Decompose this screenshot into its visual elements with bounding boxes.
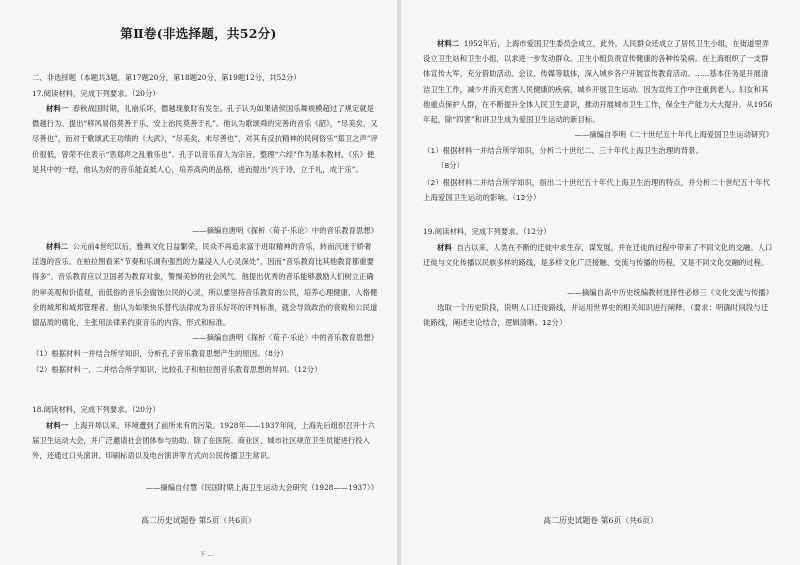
q19-stem: 19.阅读材料，完成下列要求。（12分） [423, 227, 551, 236]
material-label: 材料 [437, 243, 452, 252]
q18-material-2-source: ——摘编自李明《二十世纪五十年代上海爱国卫生运动研究》 [574, 130, 773, 139]
q19-task-text: 选取一个历史阶段，说明人口迁徙路线，并运用世界史的相关知识进行阐释。（要求：明确时间段与迁徙路线，阐述史论结合，逻辑清晰。12分） [423, 303, 769, 328]
q18-sub-1-score: （8分） [437, 161, 465, 171]
q18-sub-1-text: （1）根据材料一并结合所学知识，分析二十世纪二、三十年代上海卫生治理的背景。 [423, 146, 704, 155]
left-page-footer: 高二历史试题卷 第5页（共6页） [141, 516, 256, 525]
material-text: 1952年后，上海市爱国卫生委员会成立，此外，人民群众还成立了居民卫生小组，在街道里弄设立卫生站和卫生小组，以求进一步发动群众。卫生小组负责宣传健康的各种传染病。在上海组织了一支群体宣传大军，充分借助活动、会议、传媒等载体，深入城乡各户开展宣传教育活动。……基本任务是开展清洁卫生工作，减少并消灭危害人民健康的疾病，城乡开展卫生运动。因为宣传工作中注重到老人、妇女和其他重点保护人群，在不断提升全体人民卫生意识，推动开展城市卫生工作，保全生产能力大大提升。从1956年起，除“四害”和讲卫生成为爱国卫生运动的新目标。 [423, 39, 773, 125]
q17-material-2 [32, 239, 378, 330]
q18-material-1-source: ——摘编自付慧《民国时期上海卫生运动大会研究（1928——1937）》 [145, 483, 378, 492]
q17-material-1 [32, 101, 378, 177]
material-text: 春秋战国时期，礼崩乐坏，僭越现象时有发生。孔子认为如果诸侯国乐舞规模超过了规定就是僭越行为。提出“移风易俗莫善于乐、安上治民莫善于礼”。他认为歌颂舜的完善的音乐《韶》，“尽美矣，又尽善也”，而对于歌颂武王功绩的《大武》，“尽美矣，未尽善也”，对其有反抗精神的民间俗乐“郑卫之声”评价很低，曾荣不住表示“恶郑声之乱雅乐也”。孔子以音乐育人为宗旨，整理“六经”作为基本教材，《乐》便是其中的一经，他认为好的音乐能直抵人心，培养高尚的品格，进而提出“兴于诗，立于礼，成于乐”。 [32, 104, 378, 174]
q18-sub-1 [423, 143, 773, 173]
q19-material [423, 240, 773, 270]
material-label: 材料一 [46, 421, 69, 430]
material-label: 材料二 [46, 242, 69, 251]
section-header: 二、非选择题（本题共3题，第17题20分，第18题20分，第19题12分，共52分） [32, 73, 301, 82]
q17-stem: 17.阅读材料，完成下列要求。（20分） [32, 89, 160, 98]
material-label: 材料一 [46, 104, 69, 113]
q18-material-2 [423, 36, 773, 127]
material-label: 材料二 [437, 39, 460, 48]
q17-material-2-source: ——摘编自唐明《探析〈荀子·乐论〉中的音乐教育思想》 [191, 333, 378, 342]
q18-stem: 18.阅读材料，完成下列要求。（20分） [32, 405, 160, 414]
q19-material-source: ——摘编自高中历史统编教材选择性必修三《文化交流与传播》 [567, 288, 773, 297]
material-text: 上海开埠以来，环境遭到了前所未有的污染。1928年——1937年间，上海先后组织召开十六届卫生运动大会，并广泛邀请社会团体参与协助。除了在医院、商业区、城市社区规范卫生员能进行投入外，还通过口头演讲、印刷标语以及电台演讲等方式向公民传播卫生常识。 [32, 421, 375, 461]
page-title: 第Ⅱ卷(非选择题，共52分) [120, 26, 277, 41]
q19-task [423, 300, 773, 330]
q17-sub-2: （2）根据材料一、二并结合所学知识，比较孔子和柏拉图音乐教育思想的异同。（12分） [32, 365, 322, 374]
q17-sub-1: （1）根据材料一并结合所学知识，分析孔子音乐教育思想产生的原因。（8分） [32, 349, 288, 358]
q17-material-1-source: ——摘编自唐明《探析〈荀子·乐论〉中的音乐教育思想》 [191, 226, 378, 235]
material-text: 自古以来，人类在不断的迁徙中求生存，谋发展，并在迁徙的过程中带来了不同文化的交融。人口迁徙与文化传播以民族多样的路线，是多样文化广泛接触、交流与传播的历程，又是不同文化交融的过程。 [423, 243, 773, 268]
q18-sub-2 [423, 175, 773, 205]
q18-sub-2-text: （2）根据材料二并结合所学知识，指出二十世纪五十年代上海卫生治理的特点，并分析二十世纪五十年代上海爱国卫生运动的影响。（12分） [423, 178, 771, 203]
material-text: 公元前4世纪以后，雅典文化日益繁荣，民众不再追求富于进取精神的音乐，转而沉迷于娇奢淫逸的音乐。在柏拉图看来“节奏和乐调有强烈的力量浸入人心灵深处”，因而“音乐教育比其他教育都重要得多”。音乐教育应以卫国者为教育对象，警惕美妙的社会风气。他提出优秀的音乐能够激励人们树立正确的审美观和价值观，而低俗的音乐会腐蚀公民的心灵，所以要坚持音乐教育的公民，培养心理健康、人格健全的城邦和城邦管理者。他认为如果快乐替代法律成为音乐好坏的评判标准，就会导致政治的衰败和公民道德品质的腐化，主张用法律来约束音乐的内容、形式和标准。 [32, 242, 378, 328]
q18-material-1 [32, 418, 378, 464]
bottom-mark: 下 ... [199, 550, 215, 558]
right-page-footer: 高二历史试题卷 第6页（共6页） [543, 516, 658, 525]
